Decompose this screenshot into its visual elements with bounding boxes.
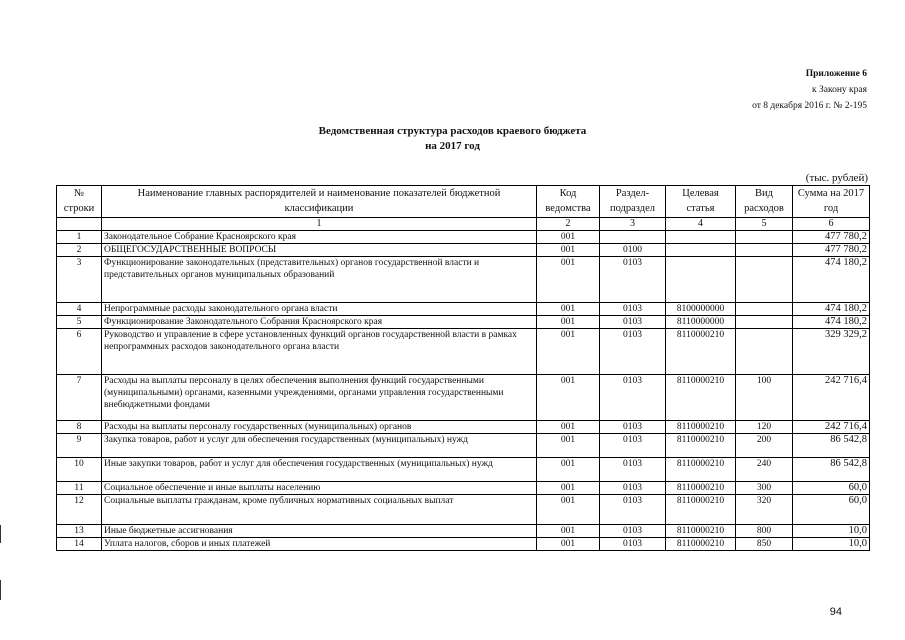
table-row (57, 538, 870, 551)
row-expense-type: 100 (736, 375, 793, 421)
row-section: 0103 (600, 421, 666, 434)
table-row (57, 434, 870, 458)
row-section: 0103 (600, 458, 666, 482)
row-amount: 329 329,2 (793, 329, 870, 375)
table-row (57, 303, 870, 316)
row-section (600, 231, 666, 244)
appendix-title: Приложение 6 (805, 69, 867, 79)
row-target-article: 8110000210 (666, 434, 736, 458)
row-amount: 474 180,2 (793, 316, 870, 329)
row-number: 10 (57, 458, 102, 482)
row-target-article (666, 231, 736, 244)
budget-table (56, 185, 870, 551)
row-number: 12 (57, 495, 102, 525)
row-expense-type (736, 257, 793, 303)
table-row (57, 244, 870, 257)
row-expense-type (736, 231, 793, 244)
row-target-article: 8110000210 (666, 375, 736, 421)
row-dept-code: 001 (537, 375, 600, 421)
appendix-note (752, 66, 867, 114)
row-section: 0100 (600, 244, 666, 257)
row-name: Функционирование законодательных (представительных) органов государственной власти и представительных органов муниципальных образований (102, 257, 537, 303)
units-label: (тыс. рублей) (805, 172, 868, 184)
row-section: 0103 (600, 257, 666, 303)
row-name: Расходы на выплаты персоналу государственных (муниципальных) органов (102, 421, 537, 434)
row-section: 0103 (600, 316, 666, 329)
table-row (57, 329, 870, 375)
table-row (57, 231, 870, 244)
row-expense-type (736, 244, 793, 257)
row-name: Социальное обеспечение и иные выплаты населению (102, 482, 537, 495)
column-number: 1 (102, 218, 537, 231)
column-number: 2 (537, 218, 600, 231)
row-dept-code: 001 (537, 538, 600, 551)
row-number: 7 (57, 375, 102, 421)
scan-margin-mark (0, 525, 1, 543)
row-section: 0103 (600, 434, 666, 458)
row-number: 14 (57, 538, 102, 551)
header-sum: Сумма на 2017 год (793, 186, 870, 218)
row-expense-type: 320 (736, 495, 793, 525)
row-amount: 242 716,4 (793, 421, 870, 434)
header-code: Код ведомства (537, 186, 600, 218)
row-target-article: 8110000210 (666, 538, 736, 551)
row-amount: 60,0 (793, 495, 870, 525)
row-section: 0103 (600, 538, 666, 551)
row-name: Функционирование Законодательного Собрания Красноярского края (102, 316, 537, 329)
row-amount: 477 780,2 (793, 231, 870, 244)
row-number: 6 (57, 329, 102, 375)
row-number: 4 (57, 303, 102, 316)
row-number: 5 (57, 316, 102, 329)
row-name: Закупка товаров, работ и услуг для обеспечения государственных (муниципальных) нужд (102, 434, 537, 458)
row-expense-type: 120 (736, 421, 793, 434)
row-number: 2 (57, 244, 102, 257)
header-row (57, 186, 870, 218)
row-expense-type: 240 (736, 458, 793, 482)
appendix-law: к Закону края (811, 85, 867, 95)
row-expense-type: 850 (736, 538, 793, 551)
row-dept-code: 001 (537, 421, 600, 434)
table-row (57, 316, 870, 329)
page-number: 94 (829, 606, 842, 618)
row-dept-code: 001 (537, 329, 600, 375)
row-target-article (666, 244, 736, 257)
row-dept-code: 001 (537, 458, 600, 482)
row-number: 1 (57, 231, 102, 244)
row-amount: 474 180,2 (793, 257, 870, 303)
row-expense-type (736, 316, 793, 329)
row-amount: 86 542,8 (793, 458, 870, 482)
row-target-article: 8110000210 (666, 421, 736, 434)
row-expense-type (736, 329, 793, 375)
header-num: № строки (57, 186, 102, 218)
row-expense-type: 300 (736, 482, 793, 495)
title-line-1: Ведомственная структура расходов краевого бюджета (318, 125, 587, 137)
row-expense-type: 800 (736, 525, 793, 538)
row-amount: 86 542,8 (793, 434, 870, 458)
header-section: Раздел-подраздел (600, 186, 666, 218)
column-number: 6 (793, 218, 870, 231)
row-target-article: 8110000000 (666, 316, 736, 329)
row-section: 0103 (600, 525, 666, 538)
row-name: Иные бюджетные ассигнования (102, 525, 537, 538)
appendix-date: от 8 декабря 2016 г. № 2-195 (752, 101, 867, 111)
table-row (57, 257, 870, 303)
row-target-article: 8110000210 (666, 482, 736, 495)
column-number: 5 (736, 218, 793, 231)
row-number: 3 (57, 257, 102, 303)
title-line-2: на 2017 год (425, 140, 480, 152)
row-target-article: 8110000210 (666, 495, 736, 525)
row-name: Уплата налогов, сборов и иных платежей (102, 538, 537, 551)
row-dept-code: 001 (537, 231, 600, 244)
table-row (57, 482, 870, 495)
row-target-article: 8100000000 (666, 303, 736, 316)
table-row (57, 375, 870, 421)
row-target-article (666, 257, 736, 303)
column-number: 4 (666, 218, 736, 231)
row-section: 0103 (600, 303, 666, 316)
row-amount: 60,0 (793, 482, 870, 495)
row-name: ОБЩЕГОСУДАРСТВЕННЫЕ ВОПРОСЫ (102, 244, 537, 257)
row-dept-code: 001 (537, 482, 600, 495)
row-amount: 474 180,2 (793, 303, 870, 316)
row-number: 13 (57, 525, 102, 538)
row-dept-code: 001 (537, 525, 600, 538)
row-dept-code: 001 (537, 244, 600, 257)
table-row (57, 525, 870, 538)
row-amount: 10,0 (793, 538, 870, 551)
table-row (57, 458, 870, 482)
table-row (57, 421, 870, 434)
header-name: Наименование главных распорядителей и наименование показателей бюджетной классификации (102, 186, 537, 218)
row-dept-code: 001 (537, 316, 600, 329)
table-row (57, 495, 870, 525)
row-section: 0103 (600, 329, 666, 375)
row-amount: 477 780,2 (793, 244, 870, 257)
row-section: 0103 (600, 495, 666, 525)
scan-margin-mark (0, 580, 1, 600)
row-dept-code: 001 (537, 303, 600, 316)
row-name: Социальные выплаты гражданам, кроме публичных нормативных социальных выплат (102, 495, 537, 525)
row-target-article: 8110000210 (666, 329, 736, 375)
column-number: 3 (600, 218, 666, 231)
row-name: Законодательное Собрание Красноярского края (102, 231, 537, 244)
row-name: Расходы на выплаты персоналу в целях обеспечения выполнения функций государственными (муниципальными) органами, казенными учреждениями, органами управления государственными внебюджетными фондами (102, 375, 537, 421)
row-number: 8 (57, 421, 102, 434)
row-dept-code: 001 (537, 434, 600, 458)
row-section: 0103 (600, 482, 666, 495)
column-number-row (57, 218, 870, 231)
row-expense-type (736, 303, 793, 316)
document-title (0, 124, 905, 154)
row-amount: 242 716,4 (793, 375, 870, 421)
header-article: Целевая статья (666, 186, 736, 218)
header-type: Вид расходов (736, 186, 793, 218)
row-amount: 10,0 (793, 525, 870, 538)
row-number: 9 (57, 434, 102, 458)
row-target-article: 8110000210 (666, 525, 736, 538)
row-name: Руководство и управление в сфере установленных функций органов государственной власти в рамках непрограммных расходов законодательного органа власти (102, 329, 537, 375)
row-expense-type: 200 (736, 434, 793, 458)
row-name: Иные закупки товаров, работ и услуг для обеспечения государственных (муниципальных) нужд (102, 458, 537, 482)
row-target-article: 8110000210 (666, 458, 736, 482)
row-number: 11 (57, 482, 102, 495)
row-dept-code: 001 (537, 257, 600, 303)
row-name: Непрограммные расходы законодательного органа власти (102, 303, 537, 316)
column-number (57, 218, 102, 231)
row-dept-code: 001 (537, 495, 600, 525)
row-section: 0103 (600, 375, 666, 421)
